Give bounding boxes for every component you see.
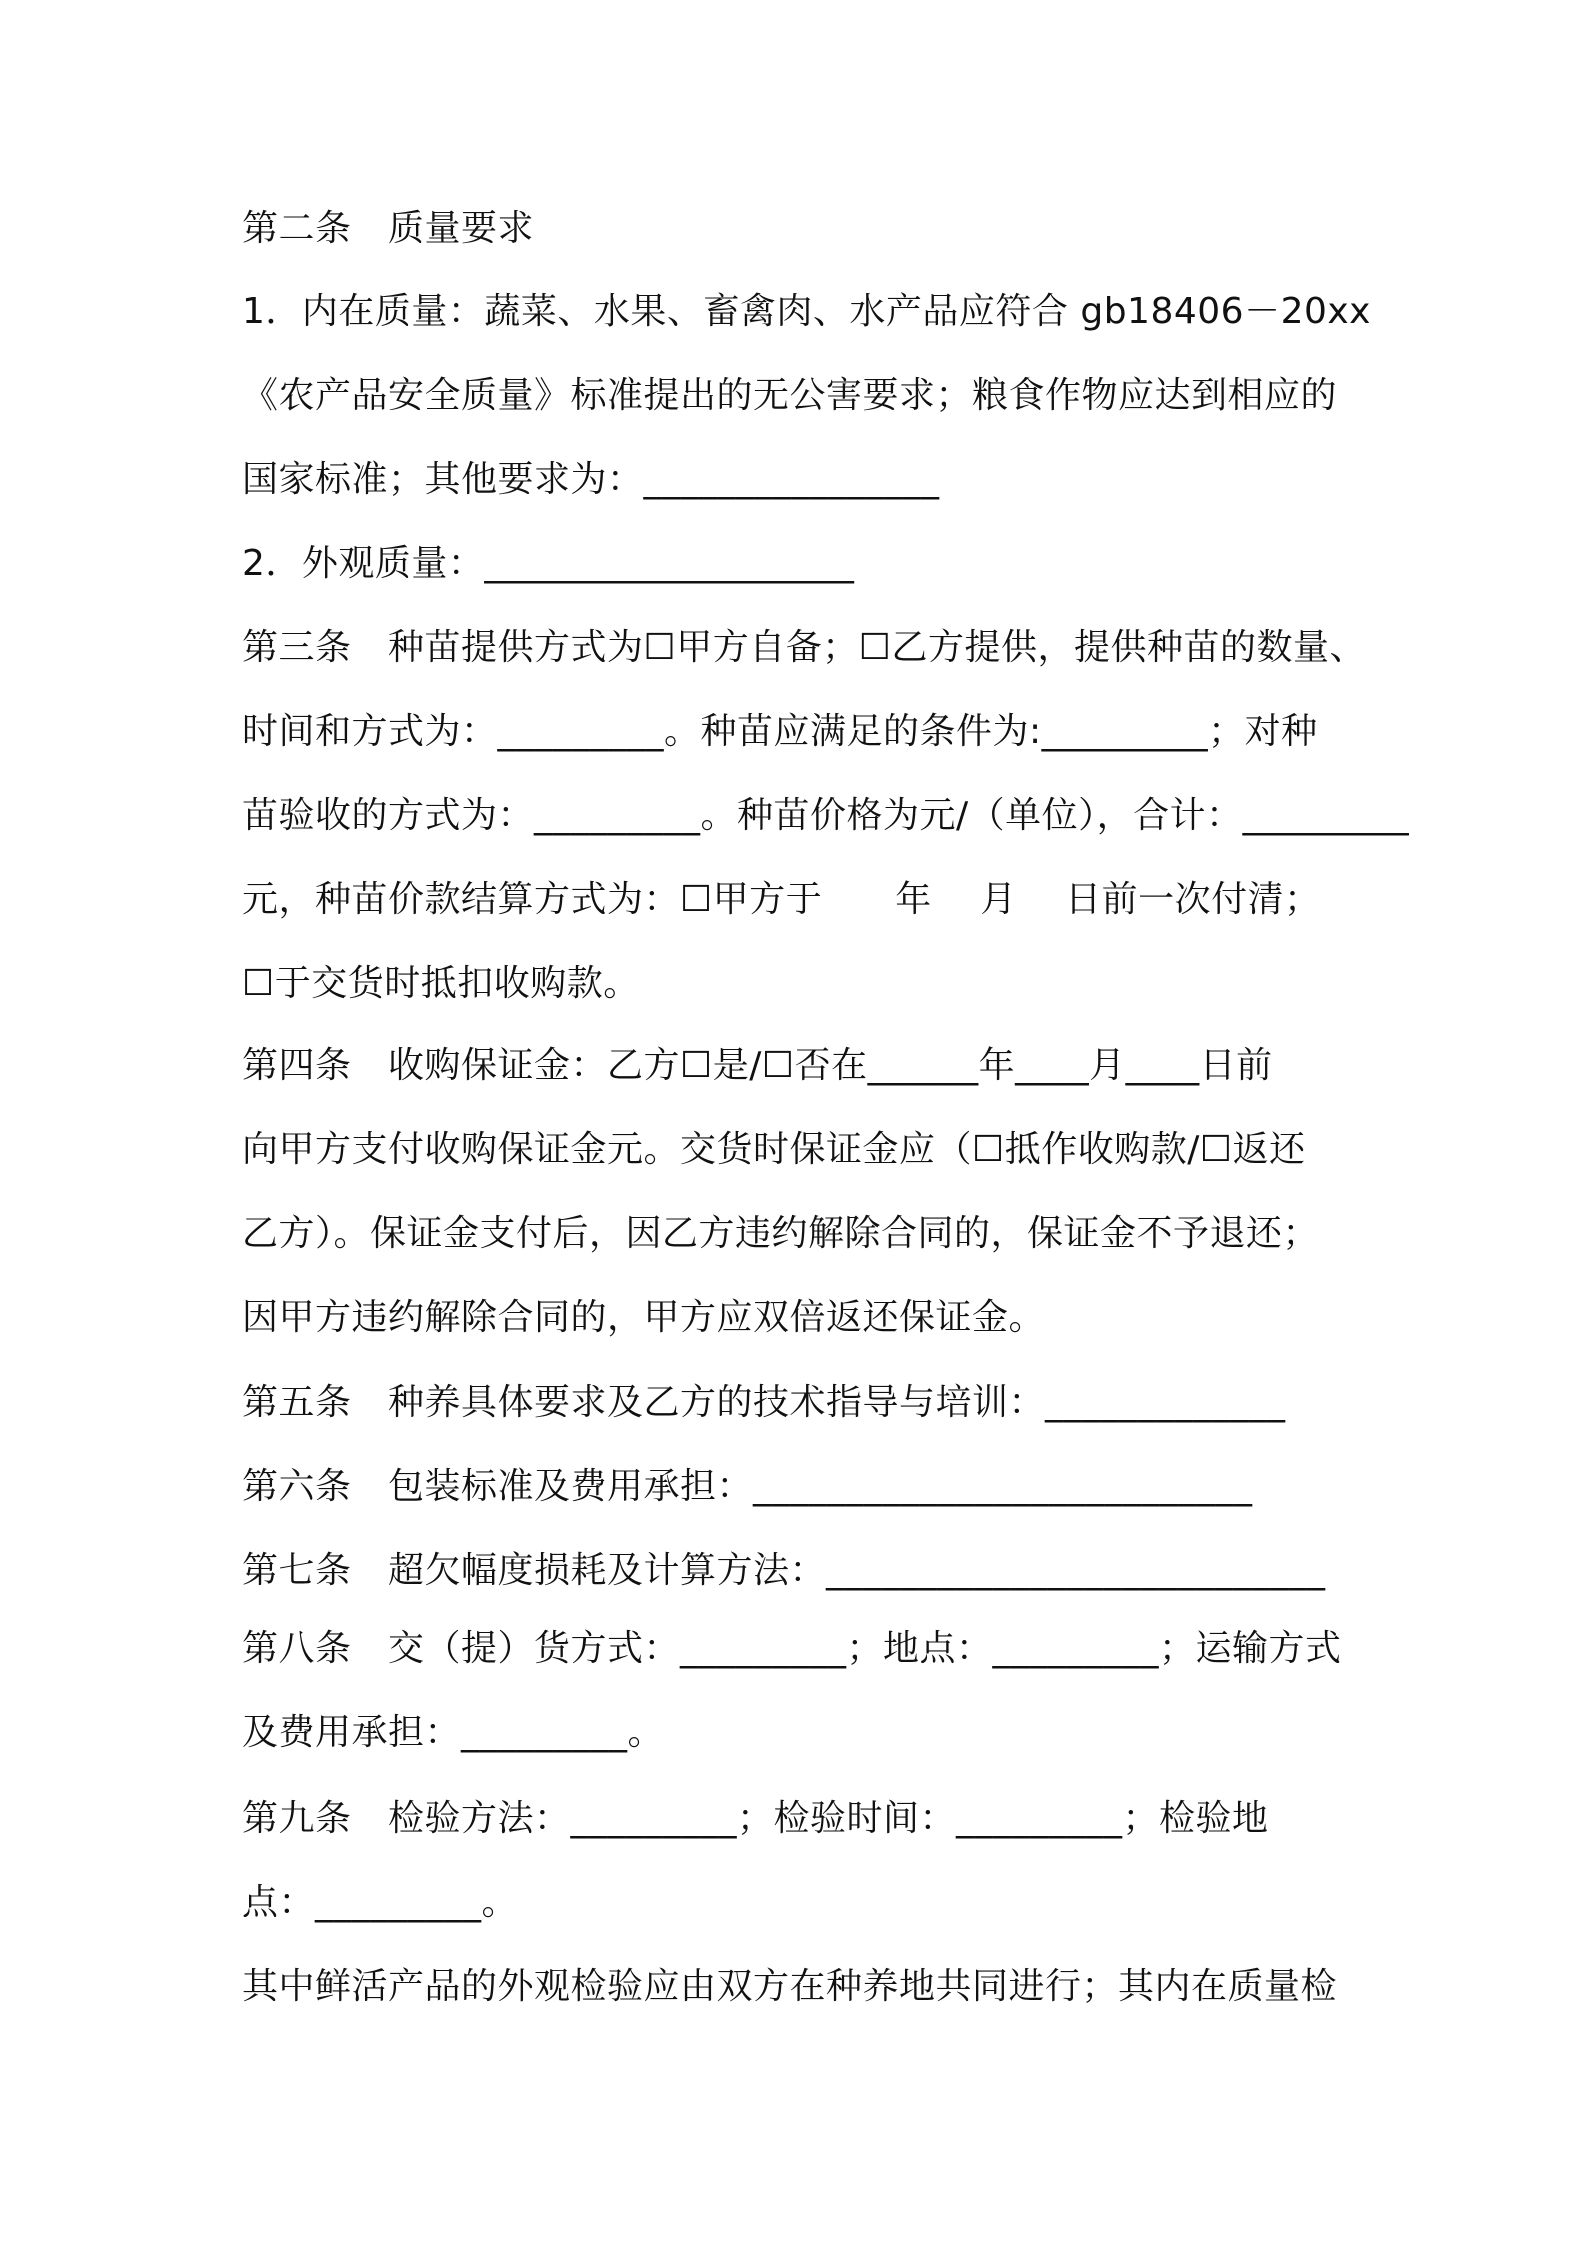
article-2-clause-2: 2．外观质量：____________________ [242, 543, 855, 584]
inspection-paragraph-line-1: 其中鲜活产品的外观检验应由双方在种养地共同进行；其内在质量检 [242, 1966, 1338, 2007]
article-7: 第七条 超欠幅度损耗及计算方法：___________________________ [242, 1550, 1326, 1591]
article-2-clause-1-line-1: 1．内在质量：蔬菜、水果、畜禽肉、水产品应符合 gb18406－20xx [242, 291, 1371, 332]
article-8-line-1: 第八条 交（提）货方式：_________；地点：_________；运输方式 [242, 1628, 1342, 1669]
article-9-line-1: 第九条 检验方法：_________；检验时间：_________；检验地 [242, 1798, 1269, 1839]
article-4-line-4: 因甲方违约解除合同的，甲方应双倍返还保证金。 [242, 1297, 1046, 1338]
article-6: 第六条 包装标准及费用承担：___________________________ [242, 1466, 1253, 1507]
article-3-line-2: 时间和方式为：_________。种苗应满足的条件为:_________；对种 [242, 711, 1318, 752]
article-8-line-2: 及费用承担：_________。 [242, 1712, 665, 1753]
article-3-line-3: 苗验收的方式为：_________。种苗价格为元/（单位），合计：_________ [242, 795, 1410, 836]
article-4-line-1: 第四条 收购保证金：乙方☐是/☐否在______年____月____日前 [242, 1045, 1273, 1086]
article-3-line-1: 第三条 种苗提供方式为☐甲方自备；☐乙方提供，提供种苗的数量、 [242, 627, 1367, 668]
article-3-line-4: 元，种苗价款结算方式为：☐甲方于 年 月 日前一次付清； [242, 879, 1321, 920]
article-2-clause-1-line-2: 《农产品安全质量》标准提出的无公害要求；粮食作物应达到相应的 [242, 375, 1338, 416]
article-2-heading: 第二条 质量要求 [242, 208, 535, 249]
article-4-line-3: 乙方）。保证金支付后，因乙方违约解除合同的，保证金不予退还； [242, 1213, 1320, 1254]
article-5: 第五条 种养具体要求及乙方的技术指导与培训：_____________ [242, 1382, 1286, 1423]
article-4-line-2: 向甲方支付收购保证金元。交货时保证金应（☐抵作收购款/☐返还 [242, 1129, 1306, 1170]
article-3-line-5: ☐于交货时抵扣收购款。 [242, 963, 640, 1004]
article-2-clause-1-line-3: 国家标准；其他要求为：________________ [242, 459, 940, 500]
article-9-line-2: 点：_________。 [242, 1882, 519, 1923]
